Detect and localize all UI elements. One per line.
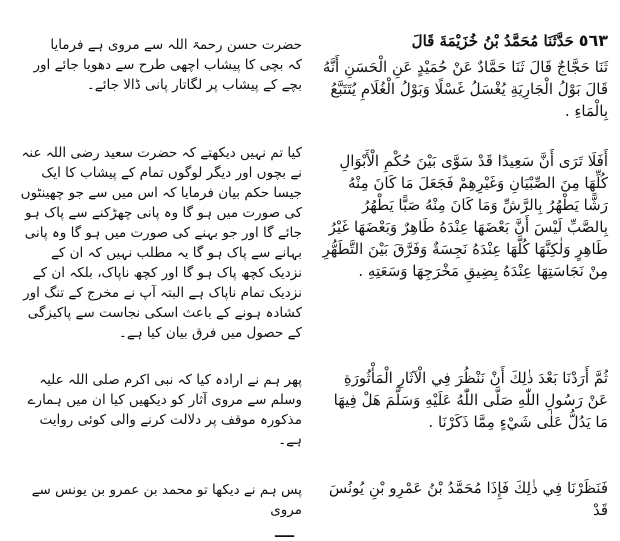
arabic-paragraph-4: فَنَظَرْنَا فِي ذٰلِكَ فَإِذَا مُحَمَّدُ بْنُ عَمْرِو بْنِ يُونُسَ قَدْ xyxy=(328,479,608,519)
hadith-number: ٥٦٣ xyxy=(578,31,608,50)
urdu-translation-column xyxy=(10,25,310,541)
hadith-heading xyxy=(320,30,608,52)
urdu-paragraph-2: کیا تم نہیں دیکھتے کہ حضرت سعید رضی اللہ عنہ نے بچوں اور دیگر لوگوں تمام کے پیشاب کا ایک جیسا حکم بیان فرمایا کہ اس میں سے جو چھینٹوں کی صورت میں ہو گا وہ پانی چھڑکنے سے پاک ہو جائے گا اور جو بہنے کی صورت میں ہو گا وہ پانی بہانے سے پاک ہو گا یہ مطلب نہیں کہ ان کے نزدیک کچھ پاک ہو گا اور کچھ ناپاک، بلکہ ان کے نزدیک تمام ناپاک ہے البتہ آپ نے مخرج کے تنگ اور کشادہ ہونے کے باعث اسکی نجاست سے پاکیزگی کے حصول میں فرق بیان کیا ہے۔ xyxy=(20,145,302,341)
hadith-opening: حَدَّثَنَا مُحَمَّدُ بْنُ خُزَيْمَةَ قَالَ xyxy=(411,32,574,50)
arabic-paragraph-2: أَفَلَا تَرَى أَنَّ سَعِيدًا قَدْ سَوَّى بَيْنَ حُكْمِ الْأَبْوَالِ كُلِّهَا مِنَ الصِّبْيَانِ وَغَيْرِهِمْ فَجَعَلَ مَا كَانَ مِنْهُ رَشًّا يَطْهُرُ بِالرَّشِّ وَمَا كَانَ مِنْهُ صَبًّا يَطْهُرُ بِالصَّبِّ لَيْسَ أَنَّ بَعْضَهَا عِنْدَهُ طَاهِرٌ وَبَعْضَهَا غَيْرُ طَاهِرٍ وَلٰكِنَّهَا كُلَّهَا عِنْدَهُ نَجِسَةٌ وَفَرَّقَ بَيْنَ التَّطَهُّرِ مِنْ نَجَاسَتِهَا عِنْدَهُ بِضِيقِ مَخْرَجِهَا وَسَعَتِهِ . xyxy=(322,152,608,280)
arabic-paragraph-3: ثُمَّ أَرَدْنَا بَعْدَ ذٰلِكَ أَنْ نَنْظُرَ فِي الْآثَارِ الْمَأْثُورَةِ عَنْ رَسُولِ اللّٰهِ صَلَّى اللّٰهُ عَلَيْهِ وَسَلَّمَ هَلْ فِيهَا مَا يَدُلُّ عَلٰى شَيْءٍ مِمَّا ذَكَرْنَا . xyxy=(333,369,608,431)
urdu-paragraph-3: پھر ہم نے ارادہ کیا کہ نبی اکرم صلی اللہ علیہ وسلم سے مروی آثار کو دیکھیں کیا ان میں ہمارے مذکورہ موقف پر دلالت کرنے والی کوئی روایت ہے۔ xyxy=(27,372,302,448)
urdu-paragraph-4: پس ہم نے دیکھا تو محمد بن عمرو بن یونس سے مروی xyxy=(31,482,302,518)
arabic-paragraph-1: ثَنَا حَجَّاجٌ قَالَ ثَنَا حَمَّادٌ عَنْ حُمَيْدٍ عَنِ الْحَسَنِ أَنَّهُ قَالَ بَوْلُ الْجَارِيَةِ يُغْسَلُ غَسْلًا وَبَوْلُ الْغُلَامِ يُتَتَبَّعُ بِالْمَاءِ . xyxy=(322,58,608,120)
arabic-text-column xyxy=(320,22,612,522)
footnote-mark: ــــ xyxy=(275,525,295,541)
urdu-paragraph-1: حضرت حسن رحمۃ اللہ سے مروی ہے فرمایا کہ بچی کا پیشاب اچھی طرح سے دھویا جائے اور بچے کے پیشاب پر لگاتار پانی ڈالا جائے۔ xyxy=(33,37,302,93)
